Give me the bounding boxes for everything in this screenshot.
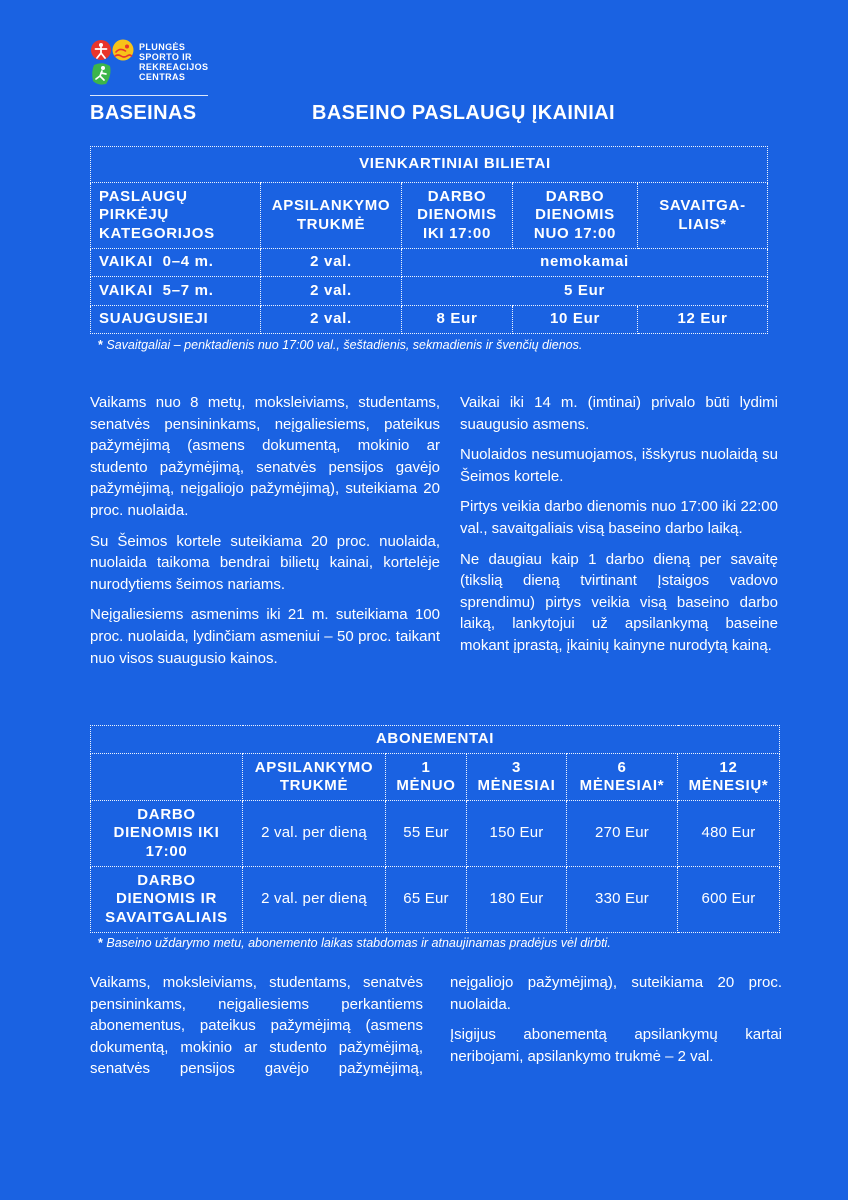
row-price-6-months: 270 Eur (567, 801, 678, 867)
note-paragraph: Neįgaliesiems asmenims iki 21 m. suteikiama 100 proc. nuolaida, lydinčiam asmeniui – 50 proc. taikant nuo visos suaugusio kainos. (90, 606, 440, 667)
row-price-12-months: 480 Eur (678, 801, 780, 867)
logo-divider (90, 95, 208, 96)
row-price-weekends: 12 Eur (638, 306, 768, 334)
row-price-1-month: 55 Eur (386, 801, 467, 867)
table-title: ABONEMENTAI (91, 726, 780, 754)
column-header-weekdays-before-17: DARBO DIENOMIS IKI 17:00 (402, 183, 513, 249)
single-tickets-footnote (98, 337, 582, 353)
page-title: BASEINO PASLAUGŲ ĮKAINIAI (312, 102, 615, 124)
column-header-12-months: 12 MĖNESIŲ* (678, 754, 780, 801)
column-header-category: PASLAUGŲ PIRKĖJŲ KATEGORIJOS (91, 183, 261, 249)
row-category: VAIKAI 0–4 m. (91, 249, 261, 277)
row-duration: 2 val. per dieną (243, 867, 386, 933)
note-paragraph: Pirtys veikia darbo dienomis nuo 17:00 iki 22:00 val., savaitgaliais visą baseino darbo laiką. (460, 498, 778, 537)
column-header-weekends: SAVAITGA- LIAIS* (638, 183, 768, 249)
subscription-notes-right-column (450, 972, 782, 1076)
column-header-3-months: 3 MĖNESIAI (467, 754, 567, 801)
row-category: SUAUGUSIEJI (91, 306, 261, 334)
note-paragraph: Vaikams, moksleiviams, studentams, senatvės pensininkams, neįgaliesiems perkantiems abonementus, pateikus pažymėjimą (asmens dokumentą, mokinio ar studento pažymėjimą, senatvės pensijos gavėjo pažymėjimą, (90, 974, 423, 1078)
logo-text-line: PLUNGĖS (139, 42, 186, 52)
row-label: DARBO DIENOMIS IR SAVAITGALIAIS (91, 867, 243, 933)
logo-text-line: CENTRAS (139, 72, 186, 82)
note-paragraph: neįgaliojo pažymėjimą), suteikiama 20 proc. nuolaida. (450, 974, 782, 1013)
logo-text-line: REKREACIJOS (139, 62, 209, 72)
ticket-notes-right-column (460, 392, 778, 666)
subscriptions-footnote (98, 935, 611, 951)
table-title-row (91, 726, 780, 754)
column-header-1-month: 1 MĖNUO (386, 754, 467, 801)
subscription-notes-left-column (90, 972, 423, 1089)
ticket-notes-left-column (90, 392, 440, 678)
logo-red-athlete-icon (91, 40, 111, 60)
column-header-6-months: 6 MĖNESIAI* (567, 754, 678, 801)
row-price: 5 Eur (402, 277, 768, 306)
table-title: VIENKARTINIAI BILIETAI (91, 147, 768, 183)
table-header-row (91, 183, 768, 249)
footnote-mark: * (98, 936, 103, 950)
table-row (91, 277, 768, 306)
table-row (91, 249, 768, 277)
logo-text (139, 42, 208, 82)
row-category: VAIKAI 5–7 m. (91, 277, 261, 306)
footnote-mark: * (98, 338, 103, 352)
table-row (91, 867, 780, 933)
note-paragraph: Ne daugiau kaip 1 darbo dieną per savaitę (tikslią dieną tvirtinant Įstaigos vadovo sprendimu) pirtys veikia visą baseino darbo laiką, lankytojui už apsilankymą baseine mokant įprastą, įkainių kainyne nurodytą kainą. (460, 550, 778, 654)
row-price-12-months: 600 Eur (678, 867, 780, 933)
row-price: nemokamai (402, 249, 768, 277)
logo-icon (90, 39, 136, 87)
subscriptions-table (90, 725, 780, 933)
row-label: DARBO DIENOMIS IKI 17:00 (91, 801, 243, 867)
note-paragraph: Įsigijus abonementą apsilankymų kartai neribojami, apsilankymo trukmė – 2 val. (450, 1026, 782, 1065)
note-paragraph: Vaikai iki 14 m. (imtinai) privalo būti lydimi suaugusio asmens. (460, 394, 778, 433)
row-price-6-months: 330 Eur (567, 867, 678, 933)
footnote-text: Savaitgaliai – penktadienis nuo 17:00 val., šeštadienis, sekmadienis ir švenčių dienos. (106, 338, 583, 352)
column-header-weekdays-after-17: DARBO DIENOMIS NUO 17:00 (513, 183, 638, 249)
table-header-row (91, 754, 780, 801)
row-duration: 2 val. (261, 277, 402, 306)
single-tickets-table (90, 146, 768, 334)
logo-text-line: SPORTO IR (139, 52, 192, 62)
column-header-duration: APSILANKYMO TRUKMĖ (261, 183, 402, 249)
table-title-row (91, 147, 768, 183)
table-row (91, 801, 780, 867)
row-price-1-month: 65 Eur (386, 867, 467, 933)
logo (90, 38, 220, 88)
row-price-weekdays-after-17: 10 Eur (513, 306, 638, 334)
note-paragraph: Su Šeimos kortele suteikiama 20 proc. nuolaida, nuolaida taikoma bendrai bilietų kainai, kortelėje nurodytiems šeimos nariams. (90, 532, 440, 593)
row-duration: 2 val. (261, 306, 402, 334)
column-header-duration: APSILANKYMO TRUKMĖ (243, 754, 386, 801)
logo-green-runner-icon (92, 63, 110, 84)
row-price-3-months: 150 Eur (467, 801, 567, 867)
footnote-text: Baseino uždarymo metu, abonemento laikas stabdomas ir atnaujinamas pradėjus vėl dirbti. (106, 936, 611, 950)
row-duration: 2 val. (261, 249, 402, 277)
row-price-3-months: 180 Eur (467, 867, 567, 933)
section-title: BASEINAS (90, 102, 197, 124)
logo-yellow-swimmer-icon (113, 40, 134, 61)
table-row (91, 306, 768, 334)
note-paragraph: Nuolaidos nesumuojamos, išskyrus nuolaidą su Šeimos kortele. (460, 446, 778, 485)
column-header-empty (91, 754, 243, 801)
note-paragraph: Vaikams nuo 8 metų, moksleiviams, studentams, senatvės pensininkams, neįgaliesiems, pateikus pažymėjimą (asmens dokumentą, mokinio ar studento pažymėjimą, senatvės pensijos gavėjo pažymėjimą, neįgaliojo pažymėjimą), suteikiama 20 proc. nuolaida. (90, 394, 440, 519)
row-price-weekdays-before-17: 8 Eur (402, 306, 513, 334)
row-duration: 2 val. per dieną (243, 801, 386, 867)
